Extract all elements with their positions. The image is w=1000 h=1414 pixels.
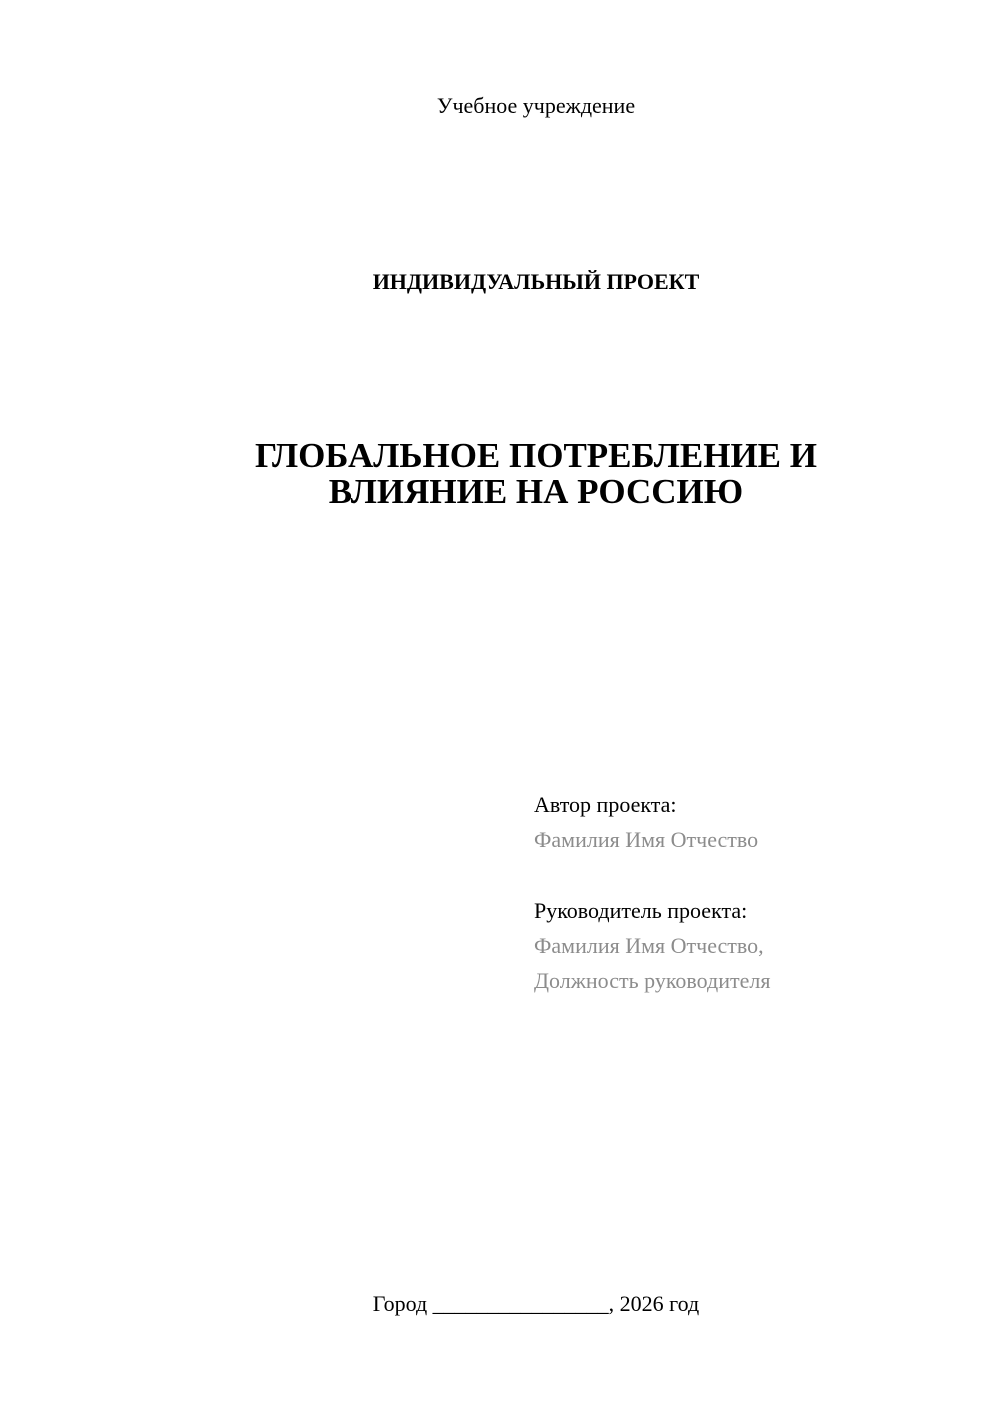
author-block: [534, 787, 758, 857]
supervisor-name-placeholder: Фамилия Имя Отчество,: [534, 933, 764, 958]
institution-name: Учебное учреждение: [436, 93, 636, 118]
project-title-line-1: ГЛОБАЛЬНОЕ ПОТРЕБЛЕНИЕ И: [255, 436, 817, 475]
author-name-placeholder: Фамилия Имя Отчество: [534, 827, 759, 852]
author-label: Автор проекта:: [534, 792, 677, 817]
city-year-footer: Город ________________, 2026 год: [372, 1291, 700, 1316]
supervisor-label: Руководитель проекта:: [534, 898, 748, 923]
project-type-heading: ИНДИВИДУАЛЬНЫЙ ПРОЕКТ: [372, 269, 700, 294]
project-title-line-2: ВЛИЯНИЕ НА РОССИЮ: [328, 472, 744, 511]
project-title: [0, 438, 1000, 510]
supervisor-position-placeholder: Должность руководителя: [534, 968, 771, 993]
supervisor-block: [534, 893, 770, 998]
